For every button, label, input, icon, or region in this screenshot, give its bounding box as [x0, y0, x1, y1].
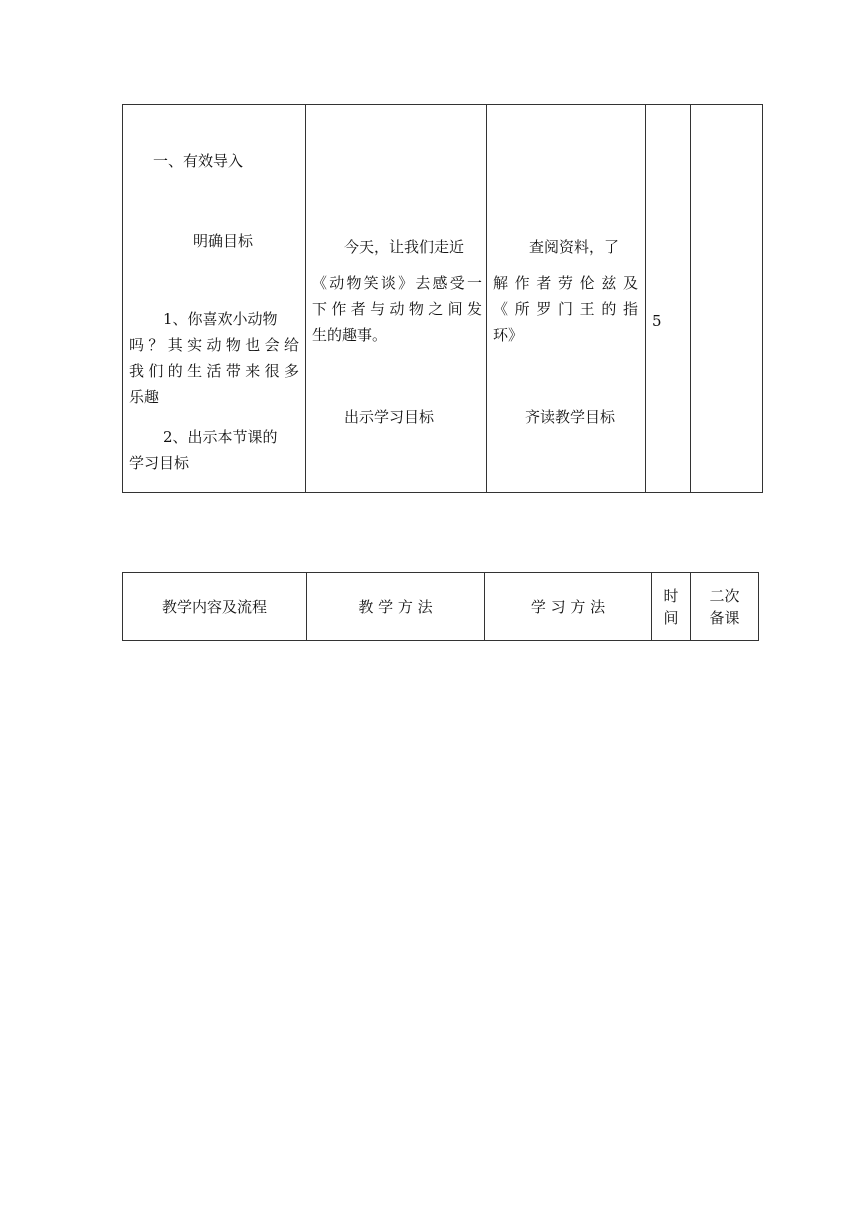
header-second-prep	[691, 573, 759, 641]
header-teaching-method: 教 学 方 法	[307, 573, 485, 641]
lesson-content-table	[122, 104, 763, 493]
learning-goal: 齐读教学目标	[525, 408, 616, 426]
header-time	[652, 573, 691, 641]
header-learning-method: 学 习 方 法	[485, 573, 652, 641]
teaching-method-cell: 今天，让我们走近 《动物笑谈》去感受一 下作者与动物之间发 生的趣事。 出示学习目标	[306, 105, 487, 493]
objective-heading: 明确目标	[193, 232, 254, 250]
time-value: 5	[652, 312, 662, 330]
time-cell	[646, 105, 691, 493]
lesson-header-table	[122, 572, 759, 641]
teaching-intro: 今天，让我们走近	[344, 238, 465, 256]
header-time-line-1: 时	[663, 586, 679, 605]
header-time-line-2: 间	[663, 608, 679, 627]
second-prep-cell	[691, 105, 763, 493]
learning-method-cell: 查阅资料，了 解作者劳伦兹及 《所罗门王的指 环》 齐读教学目标	[487, 105, 646, 493]
header-second-prep-line-2: 备课	[709, 608, 740, 627]
content-flow-cell: 一、有效导入 明确目标 1、你喜欢小动物 吗？其实动物也会给 我们的生活带来很多 乐趣 2、出示本节课的 学习目标	[123, 105, 306, 493]
header-second-prep-line-1: 二次	[709, 586, 740, 605]
teaching-goal: 出示学习目标	[344, 408, 435, 426]
learning-intro: 查阅资料，了	[529, 238, 620, 256]
section-heading: 一、有效导入	[153, 152, 244, 170]
header-content-flow: 教学内容及流程	[123, 573, 307, 641]
